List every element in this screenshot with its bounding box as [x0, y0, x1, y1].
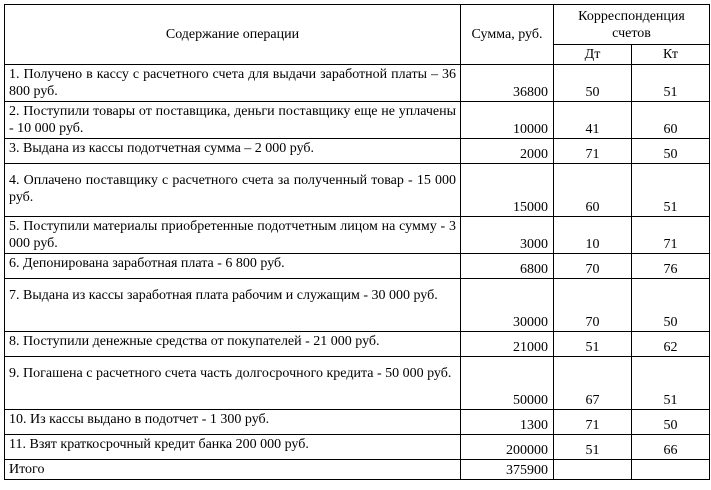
row-credit: 51 [632, 164, 710, 217]
row-description: 1. Получено в кассу с расчетного счета для выдачи заработной платы – 36 800 руб. [5, 65, 461, 102]
row-credit: 50 [632, 279, 710, 332]
row-credit: 50 [632, 410, 710, 435]
table-row [5, 254, 710, 279]
total-debit-empty [554, 460, 632, 480]
row-credit: 62 [632, 332, 710, 357]
header-amount: Сумма, руб. [461, 5, 554, 65]
total-label: Итого [5, 460, 461, 480]
row-amount: 36800 [461, 65, 554, 102]
row-amount: 200000 [461, 435, 554, 460]
row-debit: 60 [554, 164, 632, 217]
table-row [5, 65, 710, 102]
table-row [5, 164, 710, 217]
row-amount: 2000 [461, 139, 554, 164]
row-amount: 10000 [461, 102, 554, 139]
row-debit: 71 [554, 410, 632, 435]
row-debit: 70 [554, 254, 632, 279]
row-debit: 51 [554, 332, 632, 357]
row-amount: 1300 [461, 410, 554, 435]
row-credit: 60 [632, 102, 710, 139]
row-credit: 51 [632, 357, 710, 410]
row-debit: 10 [554, 217, 632, 254]
row-debit: 70 [554, 279, 632, 332]
row-description: 6. Депонирована заработная плата - 6 800 руб. [5, 254, 461, 279]
operations-table [4, 4, 710, 480]
row-amount: 30000 [461, 279, 554, 332]
row-debit: 71 [554, 139, 632, 164]
total-amount: 375900 [461, 460, 554, 480]
row-description: 9. Погашена с расчетного счета часть долгосрочного кредита - 50 000 руб. [5, 357, 461, 410]
row-debit: 67 [554, 357, 632, 410]
row-credit: 51 [632, 65, 710, 102]
row-description: 10. Из кассы выдано в подотчет - 1 300 руб. [5, 410, 461, 435]
table-row [5, 410, 710, 435]
header-row-top [5, 5, 710, 45]
header-debit: Дт [554, 45, 632, 65]
row-amount: 50000 [461, 357, 554, 410]
header-correspondence: Корреспонденция счетов [554, 5, 710, 45]
row-credit: 71 [632, 217, 710, 254]
row-description: 8. Поступили денежные средства от покупателей - 21 000 руб. [5, 332, 461, 357]
row-description: 5. Поступили материалы приобретенные подотчетным лицом на сумму - 3 000 руб. [5, 217, 461, 254]
row-credit: 50 [632, 139, 710, 164]
row-amount: 21000 [461, 332, 554, 357]
row-credit: 66 [632, 435, 710, 460]
row-description: 7. Выдана из кассы заработная плата рабочим и служащим - 30 000 руб. [5, 279, 461, 332]
row-description: 11. Взят краткосрочный кредит банка 200 000 руб. [5, 435, 461, 460]
table-row [5, 139, 710, 164]
row-debit: 41 [554, 102, 632, 139]
table-row [5, 357, 710, 410]
table-row [5, 217, 710, 254]
header-credit: Кт [632, 45, 710, 65]
row-debit: 51 [554, 435, 632, 460]
header-description: Содержание операции [5, 5, 461, 65]
row-amount: 6800 [461, 254, 554, 279]
table-row [5, 279, 710, 332]
table-row [5, 102, 710, 139]
row-description: 4. Оплачено поставщику с расчетного счета за полученный товар - 15 000 руб. [5, 164, 461, 217]
row-amount: 15000 [461, 164, 554, 217]
row-amount: 3000 [461, 217, 554, 254]
row-debit: 50 [554, 65, 632, 102]
total-row [5, 460, 710, 480]
table-row [5, 332, 710, 357]
row-description: 3. Выдана из кассы подотчетная сумма – 2 000 руб. [5, 139, 461, 164]
table-row [5, 435, 710, 460]
row-description: 2. Поступили товары от поставщика, деньги поставщику еще не уплачены - 10 000 руб. [5, 102, 461, 139]
row-credit: 76 [632, 254, 710, 279]
total-credit-empty [632, 460, 710, 480]
